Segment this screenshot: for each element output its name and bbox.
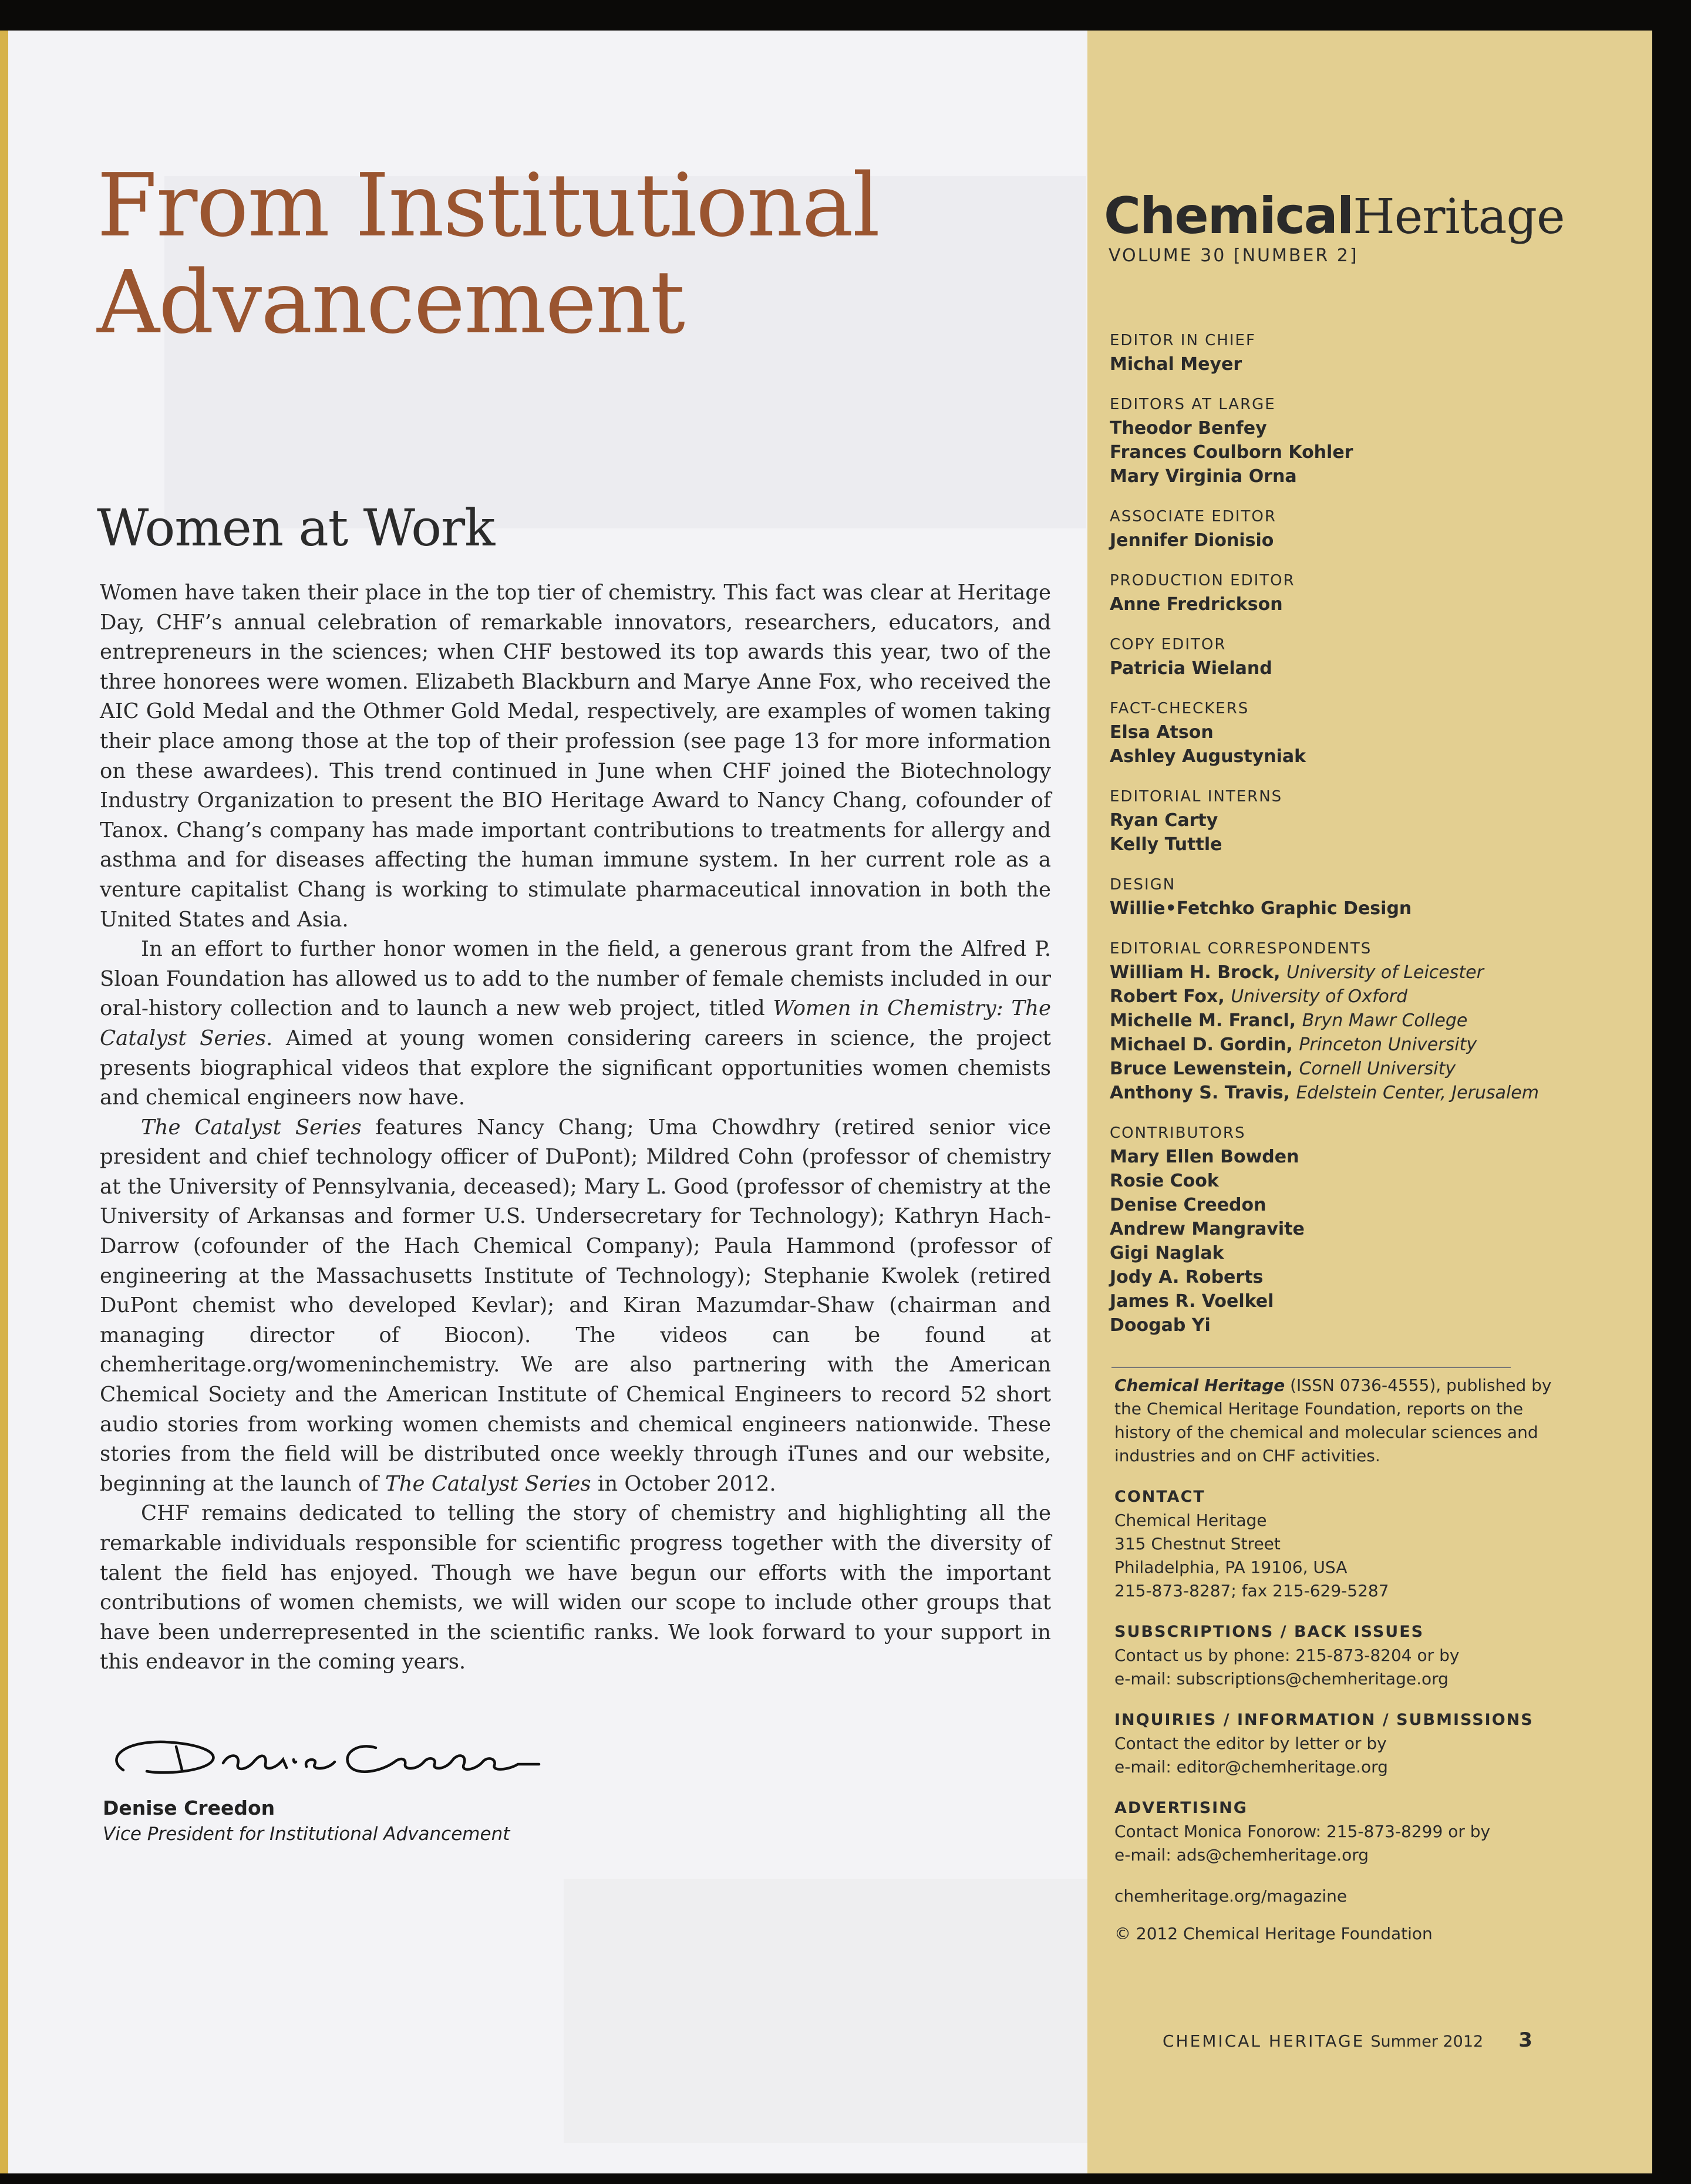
footer-issue-date: Summer 2012	[1370, 2033, 1484, 2051]
volume-number: VOLUME 30 [NUMBER 2]	[1109, 245, 1359, 266]
staff-person: Frances Coulborn Kohler	[1110, 442, 1353, 463]
magazine-website-link[interactable]: chemheritage.org/magazine	[1114, 1886, 1348, 1906]
inquiries-heading: INQUIRIES / INFORMATION / SUBMISSIONS	[1114, 1711, 1534, 1729]
staff-person: Michelle M. Francl, Bryn Mawr College	[1110, 1010, 1468, 1031]
section-title-line-1: From Institutional	[97, 155, 880, 256]
staff-role: COPY EDITOR	[1110, 636, 1227, 653]
contact-heading: CONTACT	[1114, 1488, 1205, 1506]
staff-role: EDITOR IN CHIEF	[1110, 332, 1256, 349]
section-title	[97, 157, 879, 351]
staff-role: DESIGN	[1110, 876, 1176, 894]
publication-statement: Chemical Heritage (ISSN 0736-4555), published by the Chemical Heritage Foundation, reports on the history of the chemical and molecular sciences and industries and on CHF activities.	[1114, 1376, 1552, 1465]
advertising-details: Contact Monica Fonorow: 215-873-8299 or by e-mail: ads@chemheritage.org	[1114, 1822, 1491, 1865]
bleed-through-shadow-lower	[564, 1879, 1092, 2143]
contact-details: Chemical Heritage 315 Chestnut Street Philadelphia, PA 19106, USA 215-873-8287; fax 215-629-5287	[1114, 1511, 1389, 1600]
article-body	[100, 578, 1051, 1677]
staff-role: CONTRIBUTORS	[1110, 1124, 1246, 1142]
staff-person: Anthony S. Travis, Edelstein Center, Jerusalem	[1110, 1083, 1539, 1103]
staff-person: Jennifer Dionisio	[1110, 530, 1274, 551]
staff-person: Bruce Lewenstein, Cornell University	[1110, 1059, 1456, 1079]
page-footer	[1163, 2028, 1532, 2052]
staff-person: Jody A. Roberts	[1110, 1267, 1264, 1288]
staff-person: Willie•Fetchko Graphic Design	[1110, 898, 1412, 919]
staff-person: Theodor Benfey	[1110, 418, 1267, 439]
staff-person: Elsa Atson	[1110, 722, 1214, 743]
subscriptions-details: Contact us by phone: 215-873-8204 or by e-mail: subscriptions@chemheritage.org	[1114, 1646, 1460, 1688]
paragraph-2: In an effort to further honor women in the field, a generous grant from the Alfred P. Sloan Foundation has allowed us to add to the number of female chemists included in our oral-history collection and to launch a new web project, titled Women in Chemistry: The Catalyst Series. Aimed at young women considering careers in science, the project presents biographical videos that explore the significant opportunities women chemists and chemical engineers now have.	[100, 937, 1051, 1110]
staff-person: Rosie Cook	[1110, 1171, 1219, 1191]
footer-magazine-name: CHEMICAL HERITAGE	[1163, 2031, 1365, 2051]
staff-person: Mary Ellen Bowden	[1110, 1147, 1299, 1167]
staff-role: EDITORS AT LARGE	[1110, 396, 1276, 413]
logo-bold-word: Chemical	[1104, 187, 1353, 245]
staff-person: Denise Creedon	[1110, 1195, 1266, 1215]
staff-role: EDITORIAL INTERNS	[1110, 788, 1283, 805]
page-number: 3	[1518, 2028, 1532, 2052]
section-title-line-2: Advancement	[97, 252, 684, 353]
staff-person: Gigi Naglak	[1110, 1243, 1224, 1263]
staff-person: James R. Voelkel	[1110, 1291, 1274, 1312]
staff-person: Robert Fox, University of Oxford	[1110, 986, 1408, 1007]
staff-role: PRODUCTION EDITOR	[1110, 572, 1295, 589]
staff-person: Doogab Yi	[1110, 1315, 1211, 1336]
staff-person: Ashley Augustyniak	[1110, 746, 1306, 767]
staff-person: William H. Brock, University of Leicester	[1110, 962, 1484, 983]
subscriptions-heading: SUBSCRIPTIONS / BACK ISSUES	[1114, 1623, 1424, 1641]
staff-person: Andrew Mangravite	[1110, 1219, 1305, 1239]
staff-person: Ryan Carty	[1110, 810, 1218, 831]
staff-person: Michael D. Gordin, Princeton University	[1110, 1034, 1477, 1055]
signature-name: Denise Creedon	[103, 1797, 275, 1819]
staff-role: EDITORIAL CORRESPONDENTS	[1110, 940, 1372, 958]
staff-person: Kelly Tuttle	[1110, 834, 1222, 855]
copyright-notice: © 2012 Chemical Heritage Foundation	[1114, 1924, 1433, 1943]
paragraph-1: Women have taken their place in the top tier of chemistry. This fact was clear at Heritage Day, CHF’s annual celebration of remarkable innovators, researchers, educators, and entrepreneurs in the sciences; when CHF bestowed its top awards this year, two of the three honorees were women. Elizabeth Blackburn and Marye Anne Fox, who received the AIC Gold Medal and the Othmer Gold Medal, respectively, are examples of women taking their place among those at the top of their profession (see page 13 for more information on these awardees). This trend continued in June when CHF joined the Biotechnology Industry Organization to present the BIO Heritage Award to Nancy Chang, cofounder of Tanox. Chang’s company has made important contributions to treatments for allergy and asthma and for diseases affecting the human immune system. In her current role as a venture capitalist Chang is working to stimulate pharmaceutical innovation in both the United States and Asia.	[100, 581, 1051, 932]
signature-title: Vice President for Institutional Advancement	[103, 1824, 510, 1845]
staff-list	[1110, 329, 1638, 1337]
staff-role: ASSOCIATE EDITOR	[1110, 508, 1276, 525]
paragraph-3: The Catalyst Series features Nancy Chang; Uma Chowdhry (retired senior vice president and chief technology officer of DuPont); Mildred Cohn (professor of chemistry at the University of Pennsylvania, deceased); Mary L. Good (professor of chemistry at the University of Arkansas and former U.S. Undersecretary for Technology); Kathryn Hach-Darrow (cofounder of the Hach Chemical Company); Paula Hammond (professor of engineering at the Massachusetts Institute of Technology); Stephanie Kwolek (retired DuPont chemist who developed Kevlar); and Kiran Mazumdar-Shaw (chairman and managing director of Biocon). The videos can be found at chemheritage.org/womeninchemistry. We are also partnering with the American Chemical Society and the American Institute of Chemical Engineers to record 52 short audio stories from working women chemists and chemical engineers nationwide. These stories from the field will be distributed once weekly through iTunes and our website, beginning at the launch of The Catalyst Series in October 2012.	[100, 1115, 1051, 1496]
staff-role: FACT-CHECKERS	[1110, 700, 1249, 717]
article-headline: Women at Work	[97, 499, 495, 558]
inquiries-details: Contact the editor by letter or by e-mail: editor@chemheritage.org	[1114, 1734, 1388, 1777]
logo-light-word: Heritage	[1353, 189, 1565, 245]
publication-info	[1114, 1374, 1561, 1946]
staff-person: Mary Virginia Orna	[1110, 466, 1297, 487]
handwritten-signature	[100, 1706, 546, 1794]
paragraph-4: CHF remains dedicated to telling the story of chemistry and highlighting all the remarkable individuals responsible for scientific progress together with the diversity of talent the field has enjoyed. Though we have begun our efforts with the important contributions of women chemists, we will widen our scope to include other groups that have been underrepresented in the scientific ranks. We look forward to your support in this endeavor in the coming years.	[100, 1501, 1051, 1674]
staff-person: Anne Fredrickson	[1110, 594, 1283, 615]
staff-person: Michal Meyer	[1110, 354, 1242, 375]
divider	[1111, 1367, 1511, 1368]
advertising-heading: ADVERTISING	[1114, 1799, 1248, 1817]
staff-person: Patricia Wieland	[1110, 658, 1272, 679]
magazine-logo	[1104, 187, 1565, 245]
